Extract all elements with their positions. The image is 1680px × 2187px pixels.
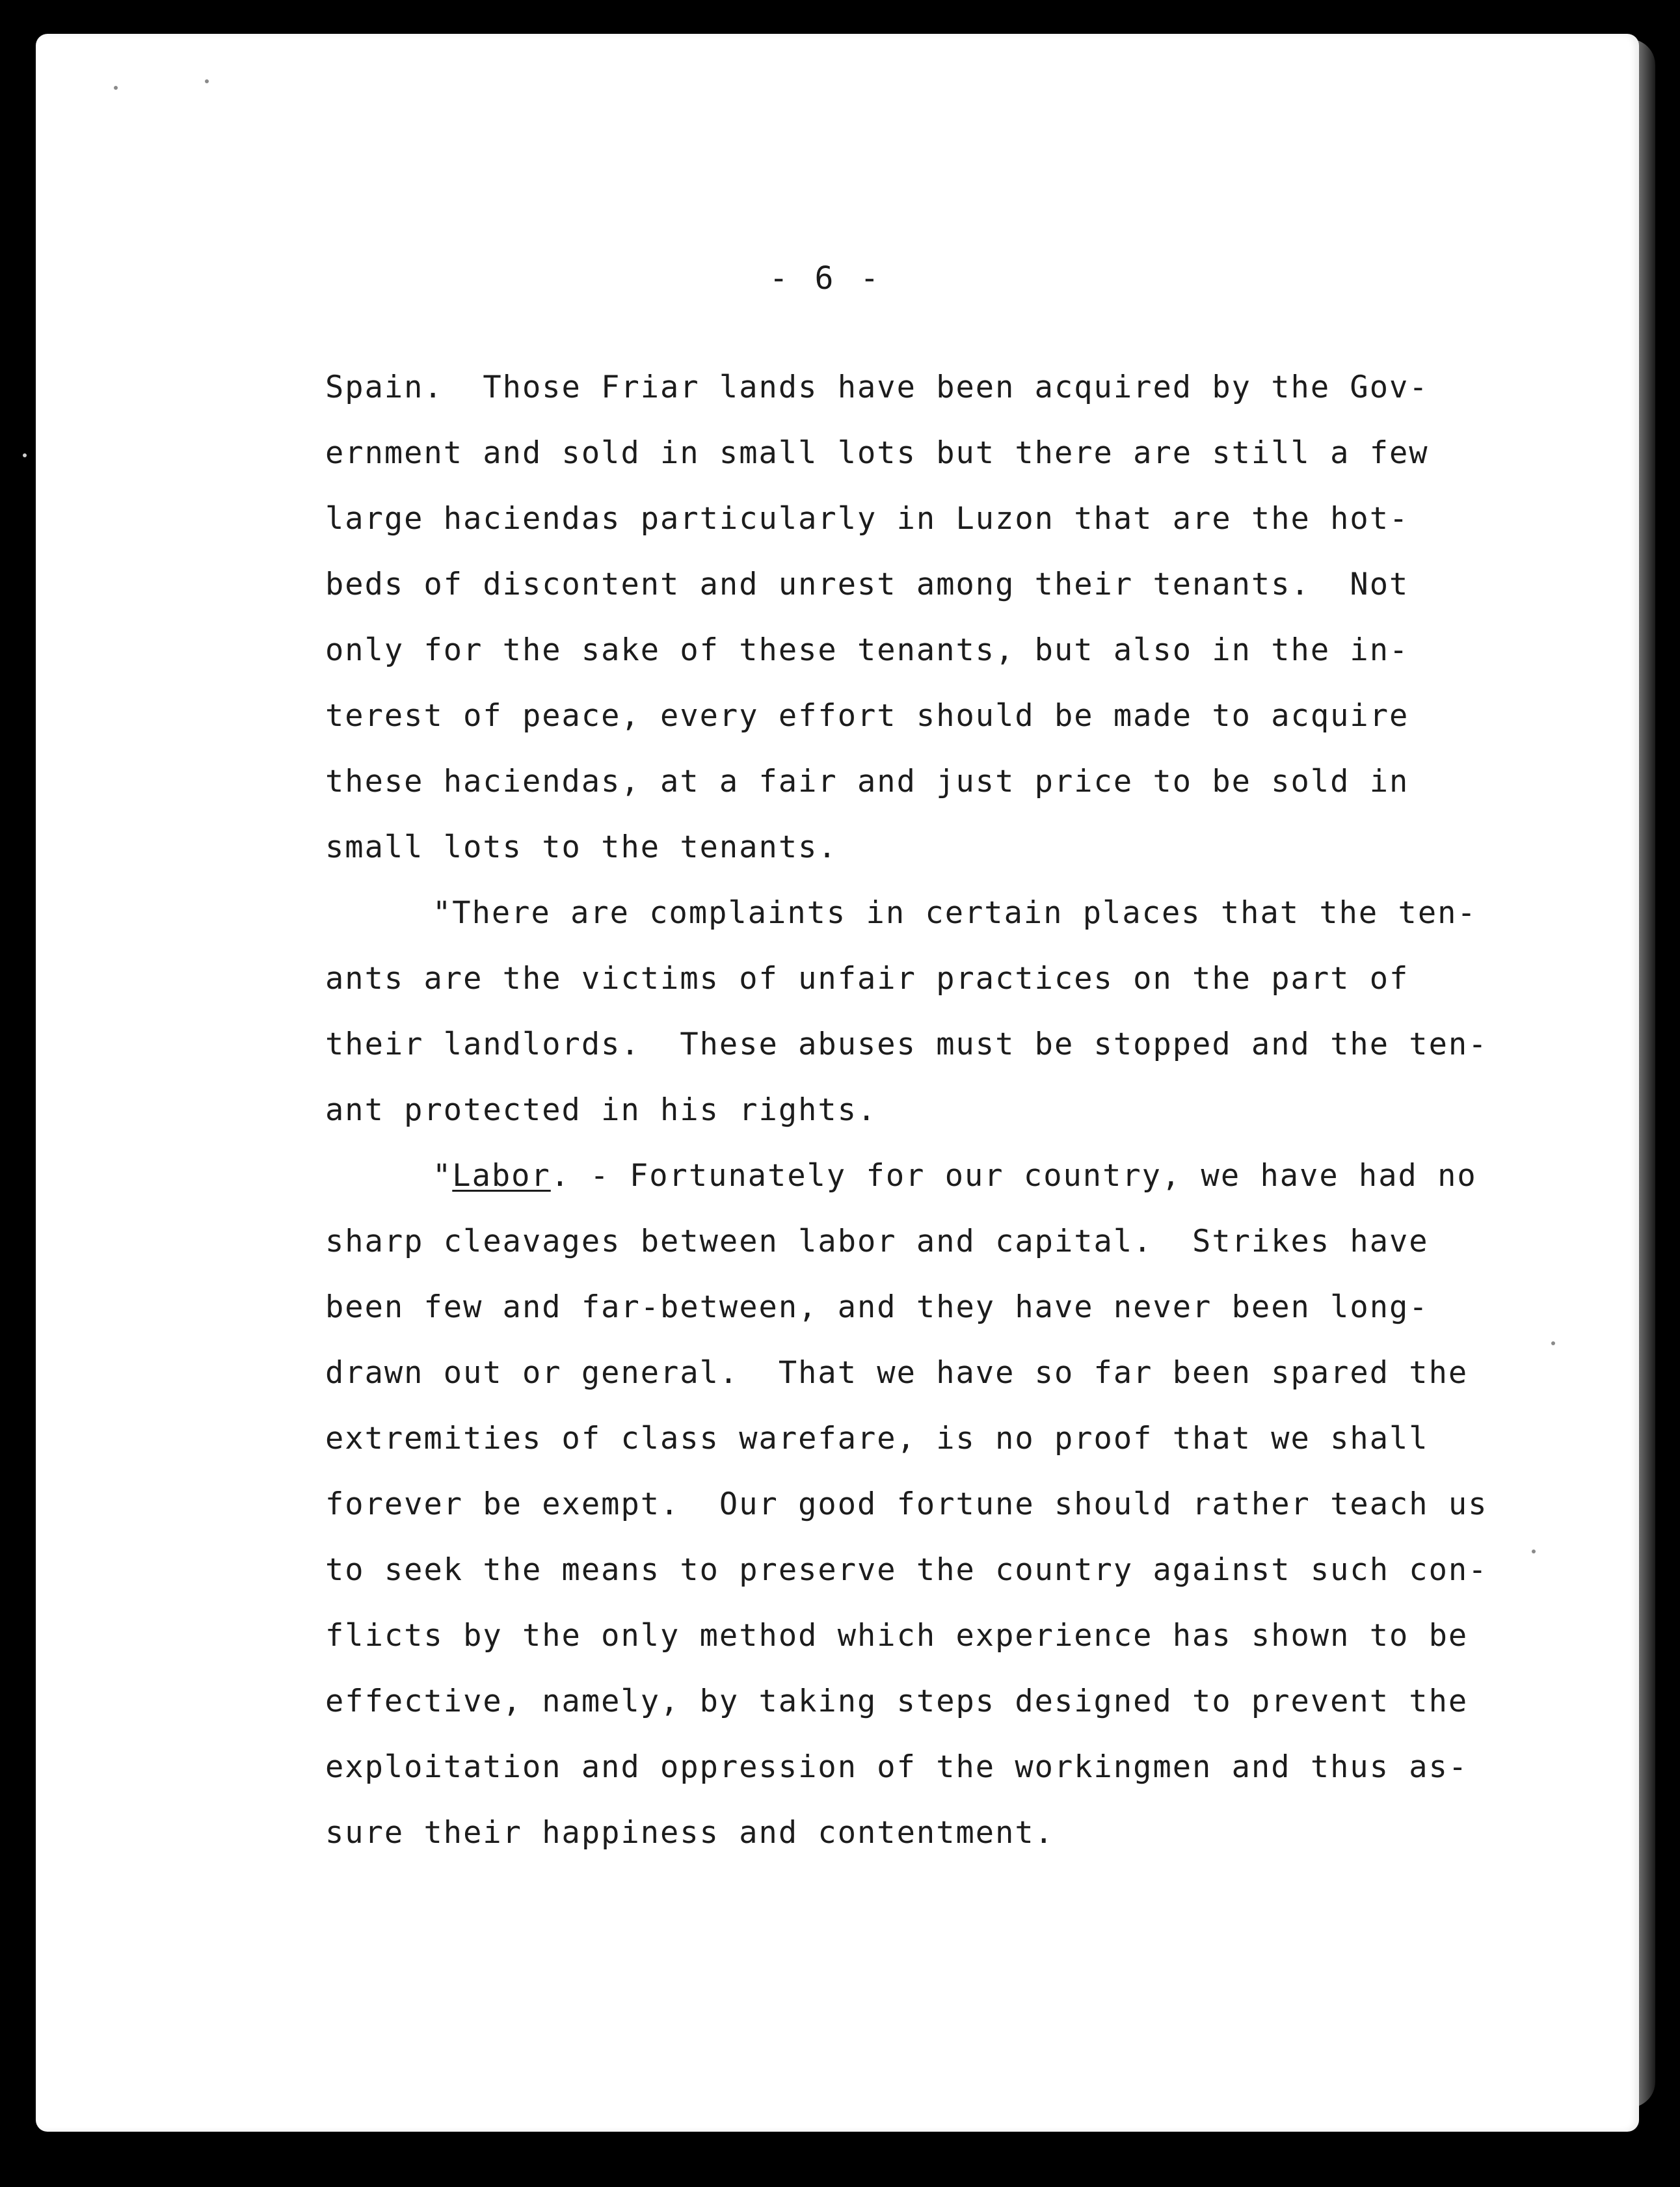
text-line: ants are the victims of unfair practices on the part of: [325, 961, 1409, 997]
text-line: effective, namely, by taking steps designed to prevent the: [325, 1684, 1469, 1719]
text-line: beds of discontent and unrest among their tenants. Not: [325, 567, 1409, 602]
text-line: flicts by the only method which experience has shown to be: [325, 1618, 1469, 1654]
text-line: "There are complaints in certain places that the ten-: [433, 895, 1477, 931]
text-line: large haciendas particularly in Luzon that are the hot-: [325, 501, 1409, 537]
text-line: extremities of class warefare, is no proof that we shall: [325, 1421, 1429, 1456]
text-line: only for the sake of these tenants, but also in the in-: [325, 632, 1409, 668]
text-line: exploitation and oppression of the workingmen and thus as-: [325, 1749, 1469, 1785]
text-line-rest: . - Fortunately for our country, we have had no: [550, 1158, 1477, 1194]
text-line: these haciendas, at a fair and just price to be sold in: [325, 764, 1409, 799]
text-line: sure their happiness and contentment.: [325, 1815, 1054, 1851]
scan-speck: [1551, 1341, 1555, 1345]
text-line: sharp cleavages between labor and capital. Strikes have: [325, 1224, 1429, 1259]
page-number: - 6 -: [769, 260, 883, 297]
labor-heading-line: [325, 1143, 1528, 1209]
text-line: their landlords. These abuses must be stopped and the ten-: [325, 1026, 1488, 1062]
text-line: ernment and sold in small lots but there are still a few: [325, 435, 1429, 471]
scan-speck: [1532, 1550, 1536, 1553]
text-line: small lots to the tenants.: [325, 829, 838, 865]
open-quote: ": [433, 1158, 453, 1194]
document-body: [325, 355, 1528, 1866]
section-heading-labor: Labor: [452, 1158, 551, 1194]
text-line: forever be exempt. Our good fortune should rather teach us: [325, 1486, 1488, 1522]
scan-speck: [205, 79, 209, 83]
scan-speck: [114, 86, 118, 90]
text-line: drawn out or general. That we have so far been spared the: [325, 1355, 1469, 1391]
text-line: Spain. Those Friar lands have been acquired by the Gov-: [325, 369, 1429, 405]
scan-speck: [23, 453, 27, 457]
text-line: been few and far-between, and they have never been long-: [325, 1289, 1429, 1325]
text-line: ant protected in his rights.: [325, 1092, 877, 1128]
text-line: terest of peace, every effort should be made to acquire: [325, 698, 1409, 734]
text-line: to seek the means to preserve the country against such con-: [325, 1552, 1488, 1588]
